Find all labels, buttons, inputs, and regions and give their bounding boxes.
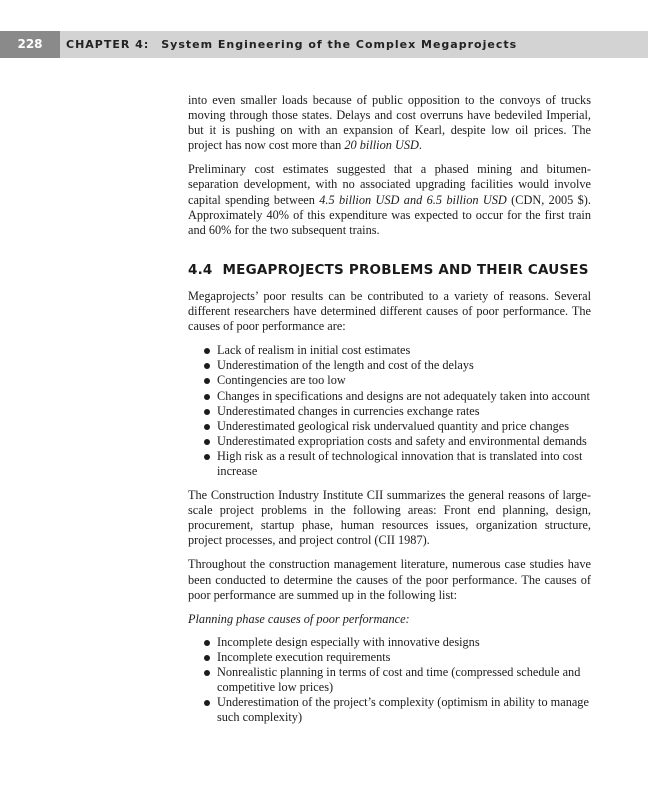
planning-causes-list [188,635,591,726]
section-heading [188,263,591,278]
paragraph-intro-causes: Megaprojects’ poor results can be contributed to a variety of reasons. Several different researchers have determined different causes of poor performance. The causes of poor performance are: [188,288,591,334]
list-item: Contingencies are too low [188,373,591,388]
list-item: Underestimated geological risk undervalued quantity and price changes [188,419,591,434]
planning-subheading: Planning phase causes of poor performance: [188,611,410,626]
section-number: 4.4 [188,261,213,278]
list-item: Underestimated changes in currencies exchange rates [188,404,591,419]
list-item: Lack of realism in initial cost estimates [188,343,591,358]
paragraph-cii: The Construction Industry Institute CII summarizes the general reasons of large-scale project problems in the following areas: Front end planning, design, procurement, startup phase, human resources issues, organization structure, project processes, and project control (CII 1987). [188,488,591,548]
spending-range: 4.5 billion USD and 6.5 billion USD [319,192,507,207]
list-item: Incomplete execution requirements [188,650,591,665]
chapter-label: CHAPTER 4: [66,38,150,51]
section-title: MEGAPROJECTS PROBLEMS AND THEIR CAUSES [222,261,589,278]
list-item: Underestimation of the length and cost of the delays [188,358,591,373]
paragraph-literature: Throughout the construction management literature, numerous case studies have been conducted to determine the causes of the poor performance. The causes of poor performance are summed up in the following list: [188,557,591,602]
list-item: High risk as a result of technological innovation that is translated into cost increase [188,449,591,479]
list-item: Underestimated expropriation costs and safety and environmental demands [188,434,591,449]
list-item: Underestimation of the project’s complexity (optimism in ability to manage such complexity) [188,695,591,725]
page-body [188,93,591,734]
paragraph-kearl-cost: into even smaller loads because of public opposition to the convoys of trucks moving through those states. Delays and cost overruns have bedeviled Imperial, but it is pushing on with an expansion of Kearl, despite low oil prices. The project has now cost more than 20 billion USD. [188,93,591,153]
paragraph-preliminary-estimates: Preliminary cost estimates suggested that a phased mining and bitumen-separation development, with no associated upgrading facilities would involve capital spending between 4.5 billion USD and 6.5 billion USD (CDN, 2005 $). Approximately 40% of this expenditure was expected to occur for the first train and 60% for the two subsequent trains. [188,162,591,237]
running-header [0,31,648,58]
list-item: Nonrealistic planning in terms of cost and time (compressed schedule and competitive low prices) [188,665,591,695]
chapter-title: System Engineering of the Complex Megaprojects [161,38,518,51]
chapter-heading [66,31,517,58]
causes-list [188,343,591,479]
list-item: Changes in specifications and designs are not adequately taken into account [188,389,591,404]
cost-figure: 20 billion USD [344,138,419,153]
page-number: 228 [17,37,43,51]
list-item: Incomplete design especially with innovative designs [188,635,591,650]
page-number-box [0,31,60,58]
